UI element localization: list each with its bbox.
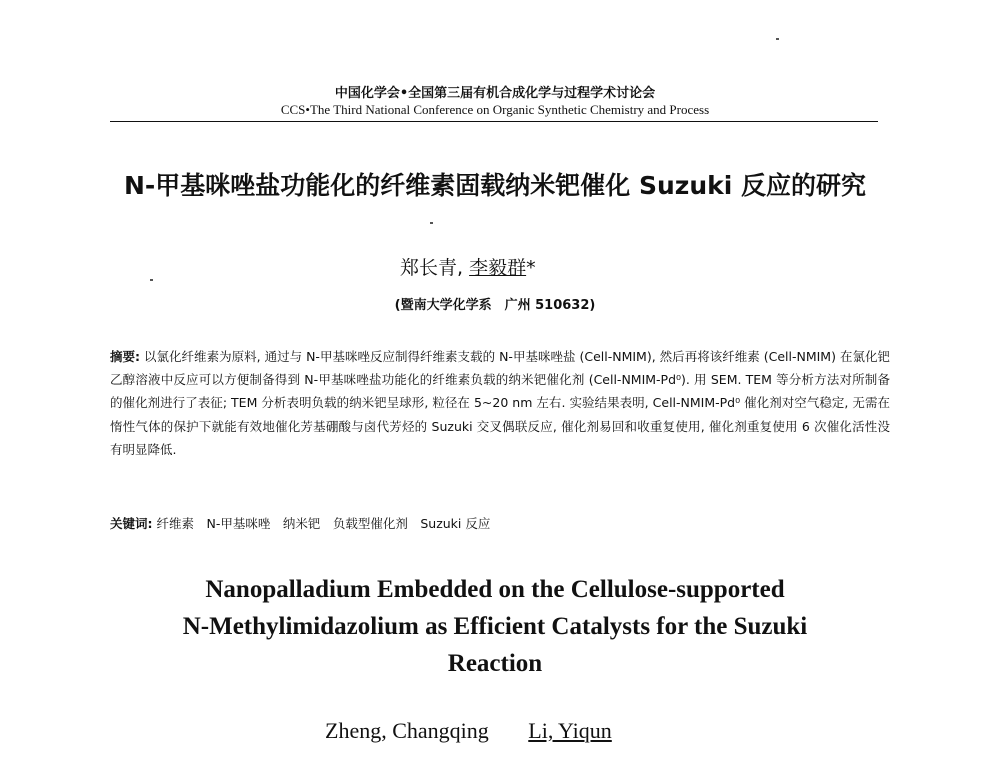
title-en-line-1: Nanopalladium Embedded on the Cellulose-supported: [205, 576, 785, 603]
scan-speck: [150, 279, 153, 281]
affiliation-chinese: (暨南大学化学系 广州 510632): [394, 298, 596, 313]
keywords-label: 关键词:: [110, 516, 153, 531]
conference-header-english: CCS•The Third National Conference on Organic Synthetic Chemistry and Process: [280, 102, 710, 117]
author-2-cn: 李毅群: [469, 257, 527, 279]
abstract-block: [110, 345, 890, 461]
keywords-line: [110, 514, 490, 532]
author-2-en: Li, Yiqun: [528, 718, 612, 743]
title-en-line-3: Reaction: [447, 650, 543, 677]
conference-header-chinese: 中国化学会•全国第三届有机合成化学与过程学术讨论会: [334, 86, 656, 101]
scan-speck: [776, 38, 779, 40]
author-1-cn: 郑长青,: [400, 257, 464, 279]
paper-title-chinese: N-甲基咪唑盐功能化的纤维素固载纳米钯催化 Suzuki 反应的研究: [123, 171, 867, 200]
author-1-en: Zheng, Changqing: [325, 718, 489, 743]
header-rule: [110, 121, 878, 122]
title-en-line-2: N-Methylimidazolium as Efficient Catalysts for the Suzuki: [182, 613, 808, 640]
paper-title-english: [0, 571, 990, 682]
authors-english: [325, 718, 612, 744]
abstract-label: 摘要:: [110, 349, 141, 364]
authors-chinese: [400, 253, 536, 280]
abstract-text: 以氯化纤维素为原料, 通过与 N-甲基咪唑反应制得纤维素支载的 N-甲基咪唑盐 (Cell-NMIM), 然后再将该纤维素 (Cell-NMIM) 在氯化钯乙醇溶液中反应可以方便制备得到 N-甲基咪唑盐功能化的纤维素负载的纳米钯催化剂 (Cell-NMIM-Pd⁰). 用 SEM. TEM 等分析方法对所制备的催化剂进行了表征; TEM 分析表明负载的纳米钯呈球形, 粒径在 5~20 nm 左右. 实验结果表明, Cell-NMIM-Pd⁰ 催化剂对空气稳定, 无需在惰性气体的保护下就能有效地催化芳基硼酸与卤代芳烃的 Suzuki 交叉偶联反应, 催化剂易回和收重复使用, 催化剂重复使用 6 次催化活性没有明显降低.: [110, 349, 890, 457]
keywords-text: 纤维素 N-甲基咪唑 纳米钯 负载型催化剂 Suzuki 反应: [156, 516, 491, 531]
scan-speck: [430, 222, 433, 224]
corresponding-author-mark: *: [526, 257, 536, 279]
